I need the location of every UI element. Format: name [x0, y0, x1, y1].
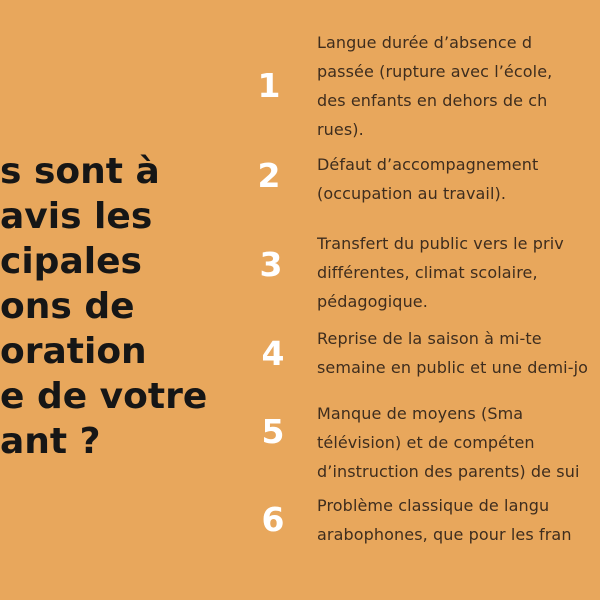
- item-text-line: télévision) et de compéten: [317, 433, 535, 452]
- question-line: avis les: [0, 196, 153, 237]
- item-text-line: Défaut d’accompagnement: [317, 155, 539, 174]
- question-line: ons de: [0, 286, 135, 327]
- item-text-line: d’instruction des parents) de sui: [317, 462, 580, 481]
- item-text-line: des enfants en dehors de ch: [317, 91, 548, 110]
- item-text-line: rues).: [317, 120, 364, 139]
- item-number-2: 2: [257, 156, 281, 195]
- item-text-6: [317, 491, 600, 549]
- item-number-6: 6: [261, 500, 285, 539]
- question-heading: [0, 149, 215, 464]
- item-text-line: pédagogique.: [317, 292, 428, 311]
- item-text-line: Transfert du public vers le priv: [317, 234, 564, 253]
- item-text-line: (occupation au travail).: [317, 184, 507, 203]
- question-line: s sont à: [0, 151, 160, 192]
- question-line: ant ?: [0, 421, 101, 462]
- question-line: oration: [0, 331, 147, 372]
- item-text-5: [317, 399, 600, 486]
- item-text-line: arabophones, que pour les fran: [317, 525, 572, 544]
- question-line: cipales: [0, 241, 142, 282]
- question-line: e de votre: [0, 376, 208, 417]
- item-text-line: semaine en public et une demi-jo: [317, 358, 589, 377]
- item-text-line: Reprise de la saison à mi-te: [317, 329, 542, 348]
- item-text-4: [317, 324, 600, 382]
- item-text-2: [317, 150, 600, 208]
- item-text-3: [317, 229, 600, 316]
- item-text-line: différentes, climat scolaire,: [317, 263, 538, 282]
- item-text-line: Problème classique de langu: [317, 496, 550, 515]
- item-text-line: Langue durée d’absence d: [317, 33, 533, 52]
- item-text-line: Manque de moyens (Sma: [317, 404, 524, 423]
- item-number-3: 3: [259, 245, 283, 284]
- item-text-1: [317, 28, 600, 144]
- item-number-1: 1: [257, 66, 281, 105]
- item-text-line: passée (rupture avec l’école,: [317, 62, 553, 81]
- item-number-4: 4: [261, 334, 285, 373]
- item-number-5: 5: [261, 412, 285, 451]
